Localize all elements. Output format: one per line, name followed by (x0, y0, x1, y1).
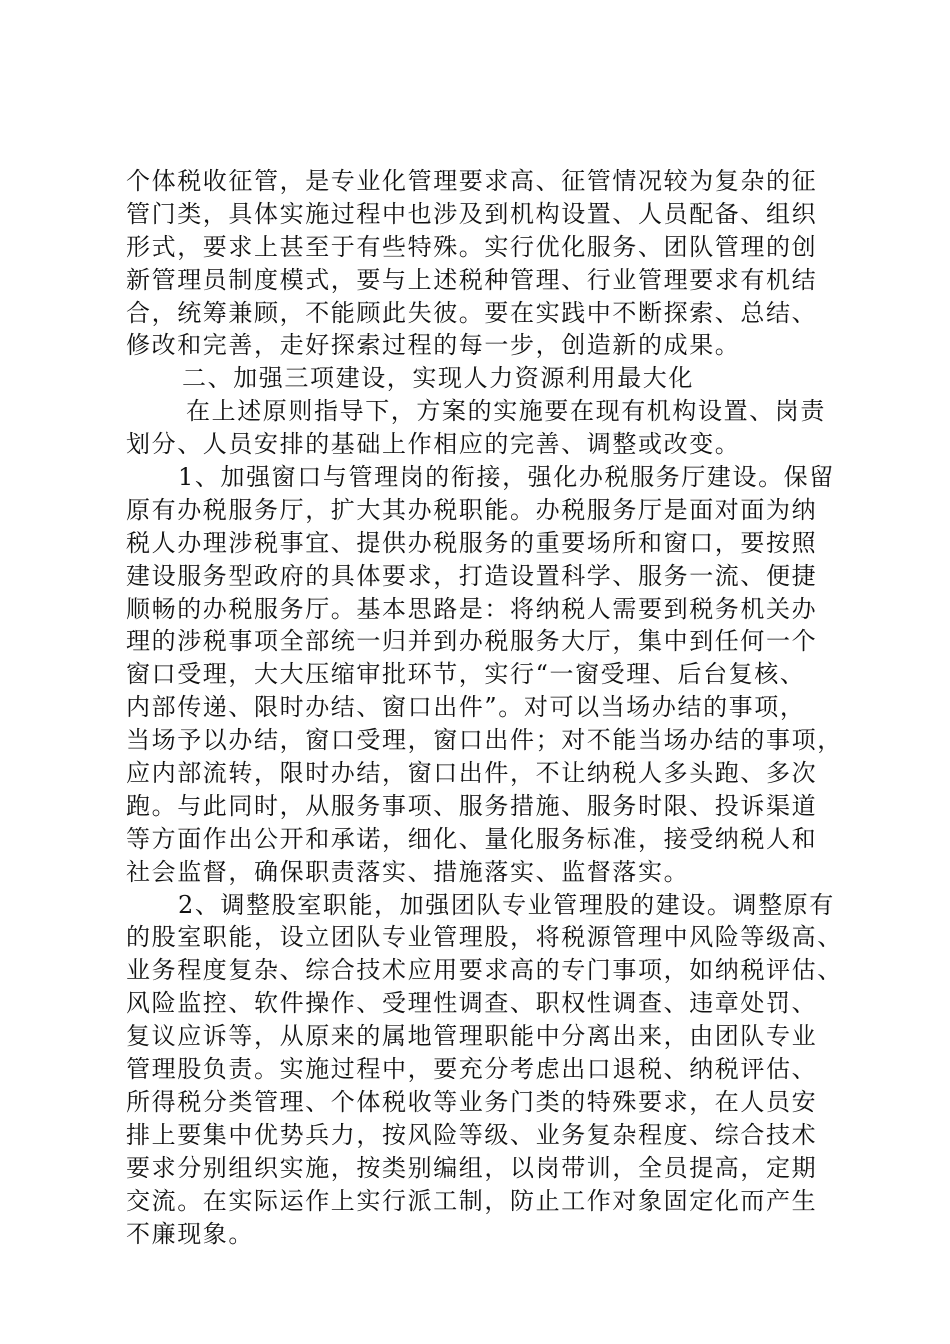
text-line: 业务程度复杂、综合技术应用要求高的专门事项，如纳税评估、 (126, 956, 843, 985)
text-line: 修改和完善，走好探索过程的每一步，创造新的成果。 (126, 331, 741, 360)
text-line: 理的涉税事项全部统一归并到办税服务大厅，集中到任何一个 (126, 627, 818, 656)
text-line: 在上述原则指导下，方案的实施要在现有机构设置、岗责 (186, 397, 826, 426)
paragraph-item-2 (126, 889, 843, 1251)
paragraph-intro (126, 395, 836, 461)
text-line: 应内部流转，限时办结，窗口出件，不让纳税人多头跑、多次 (126, 759, 818, 788)
text-line: 形式，要求上甚至于有些特殊。实行优化服务、团队管理的创 (126, 232, 818, 261)
paragraph-item-1 (126, 461, 843, 889)
text-line: 2、调整股室职能，加强团队专业管理股的建设。调整原有 (178, 890, 835, 919)
section-heading (126, 362, 836, 395)
text-line: 风险监控、软件操作、受理性调查、职权性调查、违章处罚、 (126, 989, 818, 1018)
text-line: 等方面作出公开和承诺，细化、量化服务标准，接受纳税人和 (126, 824, 818, 853)
text-line: 交流。在实际运作上实行派工制，防止工作对象固定化而产生 (126, 1186, 818, 1215)
text-line: 内部传递、限时办结、窗口出件”。对可以当场办结的事项， (126, 693, 806, 722)
text-line: 管理股负责。实施过程中，要充分考虑出口退税、纳税评估、 (126, 1055, 818, 1084)
text-line: 建设服务型政府的具体要求，打造设置科学、服务一流、便捷 (126, 561, 818, 590)
text-line: 当场予以办结，窗口受理，窗口出件；对不能当场办结的事项， (126, 726, 843, 755)
text-line: 顺畅的办税服务厅。基本思路是：将纳税人需要到税务机关办 (126, 594, 818, 623)
text-line: 划分、人员安排的基础上作相应的完善、调整或改变。 (126, 430, 741, 459)
text-line: 税人办理涉税事宜、提供办税服务的重要场所和窗口，要按照 (126, 528, 818, 557)
text-line: 1、加强窗口与管理岗的衔接，强化办税服务厅建设。保留 (178, 463, 835, 492)
text-line: 管门类，具体实施过程中也涉及到机构设置、人员配备、组织 (126, 199, 818, 228)
text-line: 跑。与此同时，从服务事项、服务措施、服务时限、投诉渠道 (126, 791, 818, 820)
text-line: 个体税收征管，是专业化管理要求高、征管情况较为复杂的征 (126, 167, 818, 195)
text-line: 社会监督，确保职责落实、措施落实、监督落实。 (126, 857, 690, 886)
text-line: 新管理员制度模式，要与上述税种管理、行业管理要求有机结 (126, 265, 818, 294)
text-line: 复议应诉等，从原来的属地管理职能中分离出来，由团队专业 (126, 1022, 818, 1051)
text-line: 原有办税服务厅，扩大其办税职能。办税服务厅是面对面为纳 (126, 495, 818, 524)
text-line: 不廉现象。 (126, 1219, 254, 1248)
paragraph-continuation (126, 165, 836, 362)
text-line: 排上要集中优势兵力，按风险等级、业务复杂程度、综合技术 (126, 1120, 818, 1149)
text-line: 合，统筹兼顾，不能顾此失彼。要在实践中不断探索、总结、 (126, 298, 818, 327)
text-line: 所得税分类管理、个体税收等业务门类的特殊要求，在人员安 (126, 1087, 818, 1116)
document-body (126, 165, 843, 1250)
text-line: 要求分别组织实施，按类别编组，以岗带训，全员提高，定期 (126, 1153, 818, 1182)
text-line: 窗口受理，大大压缩审批环节，实行“一窗受理、后台复核、 (126, 660, 806, 689)
text-line: 的股室职能，设立团队专业管理股，将税源管理中风险等级高、 (126, 923, 843, 952)
heading-line: 二、加强三项建设，实现人力资源利用最大化 (182, 364, 694, 393)
